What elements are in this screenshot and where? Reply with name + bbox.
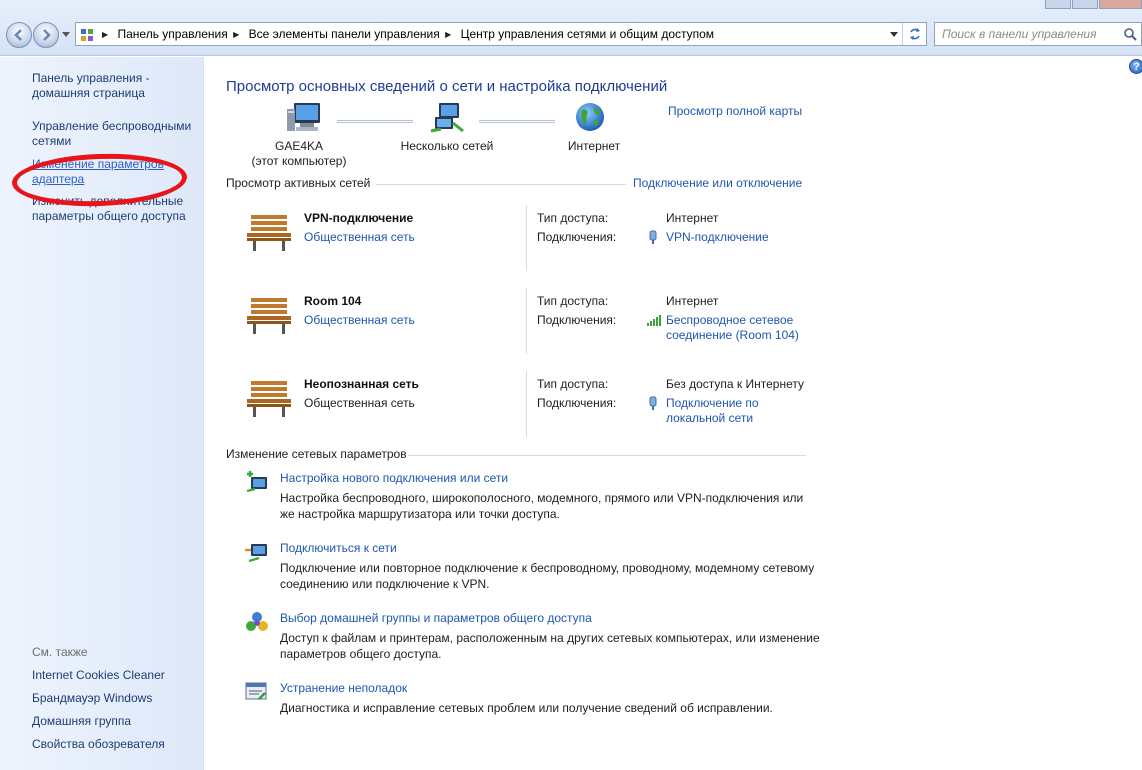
view-full-map-link[interactable]: Просмотр полной карты (668, 104, 803, 118)
access-type-label: Тип доступа: (537, 377, 609, 391)
network-type: Общественная сеть (304, 396, 415, 410)
minimize-button[interactable] (1045, 0, 1071, 9)
lan-connection-icon (647, 396, 659, 411)
computer-icon[interactable] (286, 101, 322, 135)
help-icon[interactable]: ? (1129, 59, 1142, 74)
active-networks-header: Просмотр активных сетей (226, 176, 371, 190)
control-panel-icon (80, 28, 94, 42)
network-name: VPN-подключение (304, 211, 414, 225)
connections-label: Подключения: (537, 313, 617, 327)
search-icon[interactable] (1123, 27, 1137, 41)
breadcrumb (100, 23, 714, 45)
access-type-value: Без доступа к Интернету (666, 377, 805, 391)
see-also-internet-options-link[interactable]: Свойства обозревателя (32, 737, 165, 751)
change-adapter-settings-link[interactable]: Изменение параметров адаптера (32, 157, 164, 186)
divider (526, 371, 527, 437)
map-connector (337, 120, 413, 123)
troubleshoot-icon[interactable] (245, 681, 269, 703)
new-connection-icon[interactable] (245, 471, 269, 493)
task-description: Настройка беспроводного, широкополосного, модемного, прямого или VPN-подключения или же настройка маршрутизатора или точки доступа. (280, 491, 804, 521)
close-window-button[interactable] (1099, 0, 1142, 9)
map-connector (479, 120, 555, 123)
connection-link[interactable] (666, 396, 759, 426)
connection-link-line2[interactable]: локальной сети (666, 411, 754, 425)
public-network-bench-icon[interactable] (245, 379, 293, 419)
network-type-link[interactable]: Общественная сеть (304, 230, 415, 244)
divider (408, 455, 806, 456)
task-title-link[interactable]: Выбор домашней группы и параметров общего доступа (280, 611, 592, 625)
network-type-link[interactable]: Общественная сеть (304, 313, 415, 327)
active-network-vpn (245, 209, 805, 275)
breadcrumb-separator-icon[interactable]: ▶ (445, 30, 452, 39)
see-also-homegroup-link[interactable]: Домашняя группа (32, 714, 132, 728)
divider (526, 205, 527, 271)
internet-globe-icon[interactable] (574, 101, 606, 133)
connections-label: Подключения: (537, 396, 617, 410)
refresh-icon (908, 27, 922, 41)
see-also-firewall-link[interactable]: Брандмауэр Windows (32, 691, 153, 705)
task-pane (0, 57, 204, 770)
connection-link-line1[interactable]: Подключение по (666, 396, 759, 410)
back-button[interactable] (6, 22, 32, 48)
page-title: Просмотр основных сведений о сети и настройка подключений (226, 78, 668, 95)
see-also-cookies-cleaner-link[interactable]: Internet Cookies Cleaner (32, 668, 165, 682)
vpn-connection-icon (647, 230, 659, 245)
address-dropdown-icon[interactable] (890, 32, 898, 38)
connection-link[interactable] (666, 313, 799, 343)
multiple-networks-icon[interactable] (429, 101, 465, 135)
public-network-bench-icon[interactable] (245, 213, 293, 253)
main-content (205, 57, 1125, 770)
connection-link-line1[interactable]: Беспроводное сетевое (666, 313, 794, 327)
breadcrumb-control-panel[interactable]: Панель управления (117, 27, 228, 41)
access-type-label: Тип доступа: (537, 294, 609, 308)
connections-label: Подключения: (537, 230, 617, 244)
search-input[interactable] (934, 22, 1142, 46)
breadcrumb-network-center[interactable]: Центр управления сетями и общим доступом (460, 27, 715, 41)
task-title-link[interactable]: Подключиться к сети (280, 541, 397, 555)
network-name: Room 104 (304, 294, 362, 308)
access-type-value: Интернет (666, 294, 719, 308)
connection-link-line2[interactable]: соединение (Room 104) (666, 328, 799, 342)
arrow-right-icon (39, 28, 53, 42)
internet-node-label: Интернет (567, 139, 621, 153)
middle-node-label: Несколько сетей (400, 139, 494, 153)
change-settings-header: Изменение сетевых параметров (226, 447, 407, 461)
computer-name: GAE4KA (274, 139, 324, 153)
access-type-label: Тип доступа: (537, 211, 609, 225)
active-network-unidentified (245, 375, 805, 441)
task-description: Доступ к файлам и принтерам, расположенным на других сетевых компьютерах, или изменение параметров общего доступа. (280, 631, 820, 661)
wifi-signal-icon (647, 314, 661, 326)
see-also-label: См. также (32, 645, 88, 659)
forward-button[interactable] (33, 22, 59, 48)
refresh-button[interactable] (902, 23, 926, 45)
breadcrumb-separator-icon[interactable]: ▶ (102, 30, 109, 39)
arrow-left-icon (12, 28, 26, 42)
connect-disconnect-link[interactable]: Подключение или отключение (633, 176, 803, 190)
computer-node-label (239, 139, 359, 169)
active-network-room104 (245, 292, 805, 358)
divider (376, 184, 626, 185)
public-network-bench-icon[interactable] (245, 296, 293, 336)
computer-note: (этот компьютер) (251, 154, 347, 168)
connect-network-icon[interactable] (245, 541, 269, 563)
control-panel-home-link[interactable]: Панель управления - домашняя страница (32, 71, 150, 100)
task-description: Диагностика и исправление сетевых проблем или получение сведений об исправлении. (280, 701, 773, 715)
recent-pages-dropdown-icon[interactable] (62, 32, 70, 38)
maximize-button[interactable] (1072, 0, 1098, 9)
address-toolbar (0, 0, 1142, 56)
manage-wireless-link[interactable]: Управление беспроводными сетями (32, 119, 192, 148)
address-bar[interactable] (75, 22, 927, 46)
task-title-link[interactable]: Настройка нового подключения или сети (280, 471, 509, 485)
search-placeholder: Поиск в панели управления (942, 27, 1097, 41)
breadcrumb-all-items[interactable]: Все элементы панели управления (248, 27, 440, 41)
breadcrumb-separator-icon[interactable]: ▶ (233, 30, 240, 39)
task-description: Подключение или повторное подключение к беспроводному, проводному, модемному сетевому соединению или подключение к VPN. (280, 561, 815, 591)
access-type-value: Интернет (666, 211, 719, 225)
task-title-link[interactable]: Устранение неполадок (280, 681, 408, 695)
homegroup-icon[interactable] (245, 611, 269, 633)
divider (526, 288, 527, 354)
network-name: Неопознанная сеть (304, 377, 419, 391)
advanced-sharing-settings-link[interactable]: Изменить дополнительные параметры общего доступа (32, 194, 186, 223)
connection-link[interactable]: VPN-подключение (666, 230, 769, 244)
